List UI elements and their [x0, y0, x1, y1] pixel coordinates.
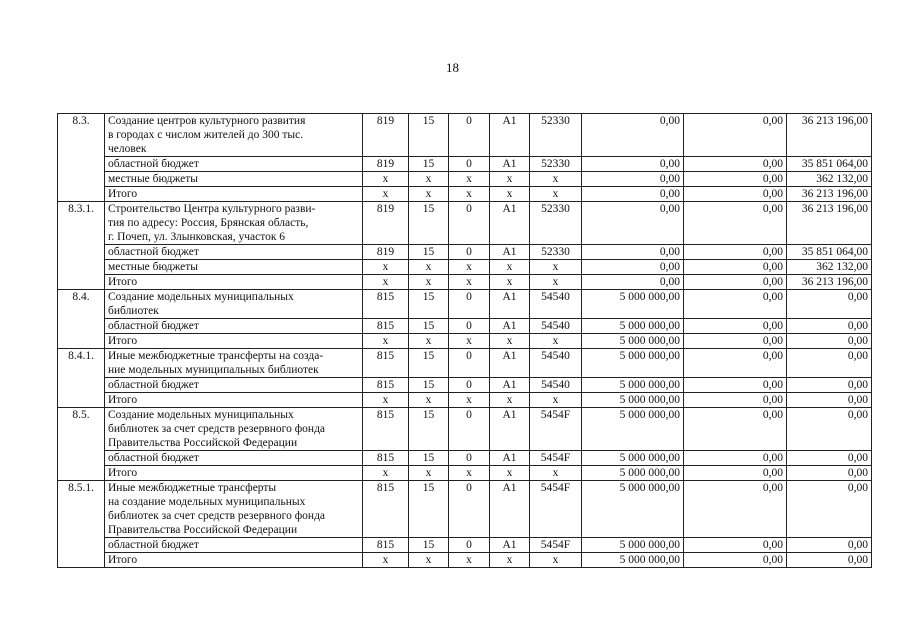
- code-cell: х: [530, 172, 582, 187]
- source-label-cell: местные бюджеты: [105, 260, 363, 275]
- group-header-row: [58, 202, 872, 245]
- code-cell: 815: [363, 290, 409, 319]
- code-cell: х: [530, 393, 582, 408]
- table-row: [58, 451, 872, 466]
- item-number-cell: 8.5.: [58, 408, 105, 481]
- code-cell: 0: [449, 481, 490, 538]
- code-cell: A1: [490, 114, 530, 157]
- code-cell: 819: [363, 157, 409, 172]
- amount-cell: 0,00: [582, 245, 684, 260]
- amount-cell: 36 213 196,00: [787, 202, 872, 245]
- amount-cell: 5 000 000,00: [582, 393, 684, 408]
- code-cell: х: [490, 187, 530, 202]
- amount-cell: 0,00: [582, 187, 684, 202]
- amount-cell: 5 000 000,00: [582, 451, 684, 466]
- item-title-line: тия по адресу: Россия, Брянская область,: [108, 217, 309, 229]
- total-label-cell: Итого: [105, 187, 363, 202]
- table-row: [58, 260, 872, 275]
- amount-cell: 0,00: [787, 481, 872, 538]
- amount-cell: 0,00: [684, 260, 787, 275]
- code-cell: A1: [490, 408, 530, 451]
- code-cell: х: [449, 334, 490, 349]
- code-cell: 0: [449, 408, 490, 451]
- code-cell: A1: [490, 202, 530, 245]
- code-cell: х: [530, 187, 582, 202]
- table-row: [58, 245, 872, 260]
- amount-cell: 36 213 196,00: [787, 114, 872, 157]
- group-header-row: [58, 408, 872, 451]
- code-cell: х: [449, 172, 490, 187]
- amount-cell: 0,00: [787, 408, 872, 451]
- item-title-line: Иные межбюджетные трансферты на созда-: [108, 350, 324, 362]
- amount-cell: 0,00: [787, 538, 872, 553]
- item-title-line: библиотек за счет средств резервного фонда: [108, 510, 326, 522]
- code-cell: х: [409, 334, 449, 349]
- code-cell: х: [409, 260, 449, 275]
- code-cell: х: [490, 466, 530, 481]
- amount-cell: 5 000 000,00: [582, 553, 684, 568]
- code-cell: х: [409, 172, 449, 187]
- code-cell: х: [409, 553, 449, 568]
- item-number-cell: 8.4.: [58, 290, 105, 349]
- code-cell: х: [530, 260, 582, 275]
- code-cell: A1: [490, 349, 530, 378]
- amount-cell: 0,00: [684, 319, 787, 334]
- amount-cell: 0,00: [684, 187, 787, 202]
- code-cell: 54540: [530, 319, 582, 334]
- amount-cell: 36 213 196,00: [787, 187, 872, 202]
- code-cell: 819: [363, 114, 409, 157]
- code-cell: х: [363, 172, 409, 187]
- code-cell: 15: [409, 290, 449, 319]
- amount-cell: 0,00: [787, 319, 872, 334]
- code-cell: 52330: [530, 202, 582, 245]
- amount-cell: 5 000 000,00: [582, 408, 684, 451]
- item-title-cell: [105, 114, 363, 157]
- code-cell: A1: [490, 290, 530, 319]
- code-cell: х: [363, 466, 409, 481]
- amount-cell: 0,00: [787, 378, 872, 393]
- code-cell: 819: [363, 202, 409, 245]
- item-title-cell: [105, 408, 363, 451]
- code-cell: х: [363, 553, 409, 568]
- code-cell: 0: [449, 378, 490, 393]
- item-title-line: Создание центров культурного развития: [108, 115, 306, 127]
- table-row: [58, 157, 872, 172]
- page-number: 18: [446, 60, 459, 75]
- item-title-line: на создание модельных муниципальных: [108, 496, 306, 508]
- code-cell: 0: [449, 451, 490, 466]
- item-title-line: Создание модельных муниципальных: [108, 291, 294, 303]
- amount-cell: 0,00: [787, 334, 872, 349]
- item-title-line: Правительства Российской Федерации: [108, 524, 298, 536]
- code-cell: 52330: [530, 114, 582, 157]
- item-title-cell: [105, 349, 363, 378]
- amount-cell: 362 132,00: [787, 260, 872, 275]
- amount-cell: 35 851 064,00: [787, 245, 872, 260]
- source-label-cell: областной бюджет: [105, 245, 363, 260]
- amount-cell: 0,00: [787, 553, 872, 568]
- amount-cell: 5 000 000,00: [582, 481, 684, 538]
- amount-cell: 0,00: [787, 349, 872, 378]
- table-row: [58, 553, 872, 568]
- source-label-cell: областной бюджет: [105, 451, 363, 466]
- code-cell: 0: [449, 319, 490, 334]
- code-cell: х: [363, 260, 409, 275]
- item-title-line: Строительство Центра культурного разви-: [108, 203, 316, 215]
- code-cell: 15: [409, 245, 449, 260]
- amount-cell: 0,00: [684, 408, 787, 451]
- item-number-cell: 8.3.: [58, 114, 105, 202]
- amount-cell: 0,00: [684, 202, 787, 245]
- amount-cell: 35 851 064,00: [787, 157, 872, 172]
- source-label-cell: местные бюджеты: [105, 172, 363, 187]
- code-cell: 0: [449, 114, 490, 157]
- code-cell: A1: [490, 481, 530, 538]
- table-row: [58, 393, 872, 408]
- amount-cell: 0,00: [787, 393, 872, 408]
- code-cell: 15: [409, 481, 449, 538]
- code-cell: х: [449, 187, 490, 202]
- item-number-cell: 8.3.1.: [58, 202, 105, 290]
- table-row: [58, 172, 872, 187]
- code-cell: 819: [363, 245, 409, 260]
- amount-cell: 0,00: [684, 466, 787, 481]
- code-cell: 54540: [530, 378, 582, 393]
- amount-cell: 5 000 000,00: [582, 290, 684, 319]
- amount-cell: 5 000 000,00: [582, 466, 684, 481]
- source-label-cell: областной бюджет: [105, 157, 363, 172]
- amount-cell: 0,00: [582, 275, 684, 290]
- code-cell: х: [490, 553, 530, 568]
- amount-cell: 0,00: [684, 157, 787, 172]
- code-cell: 0: [449, 157, 490, 172]
- code-cell: A1: [490, 451, 530, 466]
- code-cell: 15: [409, 319, 449, 334]
- code-cell: 815: [363, 481, 409, 538]
- amount-cell: 0,00: [787, 451, 872, 466]
- code-cell: 0: [449, 349, 490, 378]
- source-label-cell: областной бюджет: [105, 319, 363, 334]
- amount-cell: 0,00: [684, 378, 787, 393]
- group-header-row: [58, 349, 872, 378]
- item-title-line: Правительства Российской Федерации: [108, 437, 298, 449]
- amount-cell: 0,00: [684, 290, 787, 319]
- code-cell: 54540: [530, 290, 582, 319]
- amount-cell: 0,00: [684, 538, 787, 553]
- code-cell: 5454F: [530, 538, 582, 553]
- table-row: [58, 538, 872, 553]
- code-cell: х: [490, 172, 530, 187]
- total-label-cell: Итого: [105, 393, 363, 408]
- amount-cell: 0,00: [684, 553, 787, 568]
- code-cell: х: [449, 393, 490, 408]
- group-header-row: [58, 481, 872, 538]
- code-cell: х: [409, 275, 449, 290]
- amount-cell: 0,00: [582, 172, 684, 187]
- item-title-line: Создание модельных муниципальных: [108, 409, 294, 421]
- amount-cell: 0,00: [787, 466, 872, 481]
- code-cell: 15: [409, 378, 449, 393]
- item-number-cell: 8.4.1.: [58, 349, 105, 408]
- item-title-line: г. Почеп, ул. Злынковская, участок 6: [108, 231, 286, 243]
- table-row: [58, 466, 872, 481]
- item-title-cell: [105, 481, 363, 538]
- code-cell: 5454F: [530, 451, 582, 466]
- code-cell: х: [363, 275, 409, 290]
- code-cell: 815: [363, 538, 409, 553]
- code-cell: A1: [490, 245, 530, 260]
- total-label-cell: Итого: [105, 275, 363, 290]
- amount-cell: 0,00: [684, 393, 787, 408]
- code-cell: 15: [409, 538, 449, 553]
- code-cell: х: [530, 275, 582, 290]
- code-cell: х: [363, 334, 409, 349]
- amount-cell: 0,00: [684, 349, 787, 378]
- code-cell: 54540: [530, 349, 582, 378]
- amount-cell: 0,00: [582, 202, 684, 245]
- source-label-cell: областной бюджет: [105, 378, 363, 393]
- code-cell: 52330: [530, 245, 582, 260]
- item-title-cell: [105, 202, 363, 245]
- group-header-row: [58, 290, 872, 319]
- code-cell: 15: [409, 202, 449, 245]
- code-cell: 52330: [530, 157, 582, 172]
- code-cell: 815: [363, 378, 409, 393]
- code-cell: х: [409, 393, 449, 408]
- amount-cell: 0,00: [582, 157, 684, 172]
- total-label-cell: Итого: [105, 466, 363, 481]
- amount-cell: 5 000 000,00: [582, 378, 684, 393]
- amount-cell: 5 000 000,00: [582, 334, 684, 349]
- code-cell: х: [490, 393, 530, 408]
- amount-cell: 5 000 000,00: [582, 349, 684, 378]
- amount-cell: 362 132,00: [787, 172, 872, 187]
- code-cell: 815: [363, 451, 409, 466]
- item-title-line: библиотек: [108, 305, 159, 317]
- code-cell: х: [409, 187, 449, 202]
- code-cell: х: [530, 466, 582, 481]
- code-cell: 15: [409, 408, 449, 451]
- code-cell: 815: [363, 408, 409, 451]
- code-cell: х: [530, 553, 582, 568]
- amount-cell: 0,00: [787, 290, 872, 319]
- group-header-row: [58, 114, 872, 157]
- item-title-line: в городах с числом жителей до 300 тыс.: [108, 129, 304, 141]
- code-cell: 0: [449, 202, 490, 245]
- table-row: [58, 319, 872, 334]
- table-row: [58, 334, 872, 349]
- code-cell: х: [409, 466, 449, 481]
- code-cell: х: [449, 466, 490, 481]
- table-row: [58, 378, 872, 393]
- code-cell: 15: [409, 114, 449, 157]
- item-title-cell: [105, 290, 363, 319]
- amount-cell: 36 213 196,00: [787, 275, 872, 290]
- code-cell: х: [363, 393, 409, 408]
- code-cell: A1: [490, 157, 530, 172]
- code-cell: х: [490, 334, 530, 349]
- code-cell: A1: [490, 319, 530, 334]
- code-cell: 0: [449, 290, 490, 319]
- code-cell: 0: [449, 538, 490, 553]
- table-row: [58, 275, 872, 290]
- code-cell: 5454F: [530, 481, 582, 538]
- total-label-cell: Итого: [105, 553, 363, 568]
- item-title-line: Иные межбюджетные трансферты: [108, 482, 277, 494]
- code-cell: A1: [490, 538, 530, 553]
- amount-cell: 0,00: [684, 275, 787, 290]
- item-title-line: библиотек за счет средств резервного фонда: [108, 423, 326, 435]
- amount-cell: 0,00: [684, 172, 787, 187]
- amount-cell: 0,00: [684, 481, 787, 538]
- code-cell: х: [449, 553, 490, 568]
- source-label-cell: областной бюджет: [105, 538, 363, 553]
- amount-cell: 5 000 000,00: [582, 319, 684, 334]
- table-row: [58, 187, 872, 202]
- budget-table: [57, 113, 872, 568]
- code-cell: х: [530, 334, 582, 349]
- amount-cell: 0,00: [582, 114, 684, 157]
- code-cell: 815: [363, 319, 409, 334]
- amount-cell: 0,00: [582, 260, 684, 275]
- item-title-line: человек: [108, 143, 147, 155]
- amount-cell: 0,00: [684, 451, 787, 466]
- code-cell: х: [490, 275, 530, 290]
- code-cell: 15: [409, 349, 449, 378]
- amount-cell: 0,00: [684, 245, 787, 260]
- item-title-line: ние модельных муниципальных библиотек: [108, 364, 319, 376]
- code-cell: 15: [409, 157, 449, 172]
- code-cell: х: [449, 260, 490, 275]
- code-cell: х: [363, 187, 409, 202]
- code-cell: х: [490, 260, 530, 275]
- code-cell: A1: [490, 378, 530, 393]
- total-label-cell: Итого: [105, 334, 363, 349]
- item-number-cell: 8.5.1.: [58, 481, 105, 568]
- code-cell: х: [449, 275, 490, 290]
- amount-cell: 0,00: [684, 114, 787, 157]
- code-cell: 5454F: [530, 408, 582, 451]
- amount-cell: 5 000 000,00: [582, 538, 684, 553]
- code-cell: 15: [409, 451, 449, 466]
- code-cell: 815: [363, 349, 409, 378]
- amount-cell: 0,00: [684, 334, 787, 349]
- code-cell: 0: [449, 245, 490, 260]
- table-body: [58, 114, 872, 568]
